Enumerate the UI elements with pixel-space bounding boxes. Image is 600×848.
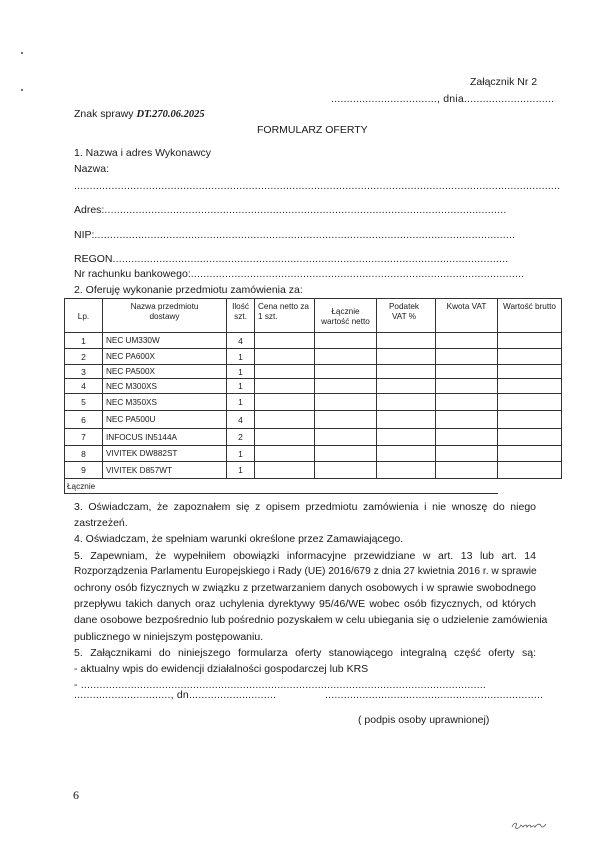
table-row xyxy=(65,429,562,446)
nip-label: NIP: xyxy=(74,229,95,241)
row-net-total-cell[interactable] xyxy=(315,446,377,462)
table-row xyxy=(65,333,562,349)
col-header-name: Nazwa przedmiotu dostawy xyxy=(103,299,227,333)
col-header-vat-rate: Podatek VAT % xyxy=(377,299,436,333)
row-unit-price-cell[interactable] xyxy=(255,349,315,365)
row-lp: 9 xyxy=(65,462,103,479)
row-item-name: VIVITEK D857WT xyxy=(103,462,227,479)
row-net-total-cell[interactable] xyxy=(315,429,377,446)
bank-row xyxy=(74,268,524,280)
table-header-row xyxy=(65,299,562,333)
contractor-section-heading: 1. Nazwa i adres Wykonawcy xyxy=(74,147,212,159)
regon-field[interactable]: ............................................................................................................................... xyxy=(112,253,509,265)
col-header-net-total: Łącznie wartość netto xyxy=(315,299,377,333)
row-vat-rate-cell[interactable] xyxy=(377,349,436,365)
row-item-name: VIVITEK DW882ST xyxy=(103,446,227,462)
row-vat-amount-cell[interactable] xyxy=(436,411,498,429)
row-quantity: 4 xyxy=(227,411,255,429)
row-unit-price-cell[interactable] xyxy=(255,429,315,446)
address-field[interactable]: ................................................................................................................................. xyxy=(104,204,507,216)
total-label: Łącznie xyxy=(65,479,498,494)
row-vat-amount-cell[interactable] xyxy=(436,379,498,394)
row-net-total-cell[interactable] xyxy=(315,349,377,365)
row-net-total-cell[interactable] xyxy=(315,462,377,479)
row-vat-rate-cell[interactable] xyxy=(377,379,436,394)
bank-account-label: Nr rachunku bankowego: xyxy=(74,268,191,280)
row-lp: 1 xyxy=(65,333,103,349)
row-vat-amount-cell[interactable] xyxy=(436,333,498,349)
address-label: Adres: xyxy=(74,204,105,216)
row-lp: 7 xyxy=(65,429,103,446)
col-header-unit-price: Cena netto za 1 szt. xyxy=(255,299,315,333)
row-gross-cell[interactable] xyxy=(498,446,562,462)
row-item-name: NEC M350XS xyxy=(103,394,227,411)
row-unit-price-cell[interactable] xyxy=(255,394,315,411)
row-unit-price-cell[interactable] xyxy=(255,333,315,349)
row-unit-price-cell[interactable] xyxy=(255,379,315,394)
margin-mark xyxy=(21,52,23,54)
offer-table xyxy=(64,298,562,494)
row-lp: 8 xyxy=(65,446,103,462)
row-vat-rate-cell[interactable] xyxy=(377,411,436,429)
signing-place-date-field[interactable]: ..............................., dn............................ xyxy=(74,689,277,701)
regon-label: REGON xyxy=(74,253,113,265)
declaration-5-line: publicznego w niniejszym postępowaniu. xyxy=(74,630,264,643)
row-gross-cell[interactable] xyxy=(498,462,562,479)
row-vat-rate-cell[interactable] xyxy=(377,429,436,446)
row-unit-price-cell[interactable] xyxy=(255,411,315,429)
table-row xyxy=(65,365,562,379)
col-header-lp: Lp. xyxy=(65,299,103,333)
declaration-5-line: Rozporządzenia Parlamentu Europejskiego i Rady (UE) 2016/679 z dnia 27 kwietnia 2016 r. w sprawie xyxy=(74,565,537,577)
declaration-3-line: 3. Oświadczam, że zapoznałem się z opisem przedmiotu zamówienia i nie wnoszę do niego xyxy=(74,501,536,513)
row-gross-cell[interactable] xyxy=(498,394,562,411)
signature-field[interactable]: ...................................................................... xyxy=(325,689,544,701)
row-lp: 6 xyxy=(65,411,103,429)
table-row xyxy=(65,462,562,479)
address-row xyxy=(74,204,506,216)
row-quantity: 1 xyxy=(227,394,255,411)
name-label: Nazwa: xyxy=(74,163,110,175)
form-title: FORMULARZ OFERTY xyxy=(257,124,368,136)
declaration-5-line: ochrony osób fizycznych w związku z przetwarzaniem danych osobowych i w sprawie swobodnego xyxy=(74,582,536,595)
row-unit-price-cell[interactable] xyxy=(255,365,315,379)
name-field[interactable]: ............................................................................................................................................................ xyxy=(74,180,561,192)
row-unit-price-cell[interactable] xyxy=(255,446,315,462)
row-net-total-cell[interactable] xyxy=(315,394,377,411)
row-gross-cell[interactable] xyxy=(498,349,562,365)
row-quantity: 4 xyxy=(227,333,255,349)
row-vat-rate-cell[interactable] xyxy=(377,365,436,379)
row-gross-cell[interactable] xyxy=(498,333,562,349)
table-row xyxy=(65,349,562,365)
row-net-total-cell[interactable] xyxy=(315,365,377,379)
row-gross-cell[interactable] xyxy=(498,365,562,379)
regon-row xyxy=(74,253,508,265)
case-number: DT.270.06.2025 xyxy=(136,109,205,120)
row-net-total-cell[interactable] xyxy=(315,333,377,349)
row-vat-amount-cell[interactable] xyxy=(436,349,498,365)
nip-row xyxy=(74,229,515,241)
bank-account-field[interactable]: ........................................................................................................... xyxy=(190,268,525,280)
case-label: Znak sprawy xyxy=(74,108,134,120)
row-lp: 4 xyxy=(65,379,103,394)
row-quantity: 1 xyxy=(227,379,255,394)
annex-label: Załącznik Nr 2 xyxy=(470,76,538,88)
table-row xyxy=(65,446,562,462)
total-row xyxy=(65,479,562,494)
row-vat-rate-cell[interactable] xyxy=(377,462,436,479)
row-net-total-cell[interactable] xyxy=(315,379,377,394)
table-row xyxy=(65,394,562,411)
attachment-item-field[interactable]: - .................................................................................................................................. xyxy=(74,679,487,692)
row-item-name: NEC PA600X xyxy=(103,349,227,365)
offer-section-heading: 2. Oferuję wykonanie przedmiotu zamówienia za: xyxy=(74,284,303,296)
handwritten-initials xyxy=(510,818,550,832)
row-quantity: 2 xyxy=(227,429,255,446)
row-vat-amount-cell[interactable] xyxy=(436,429,498,446)
row-vat-rate-cell[interactable] xyxy=(377,446,436,462)
row-quantity: 1 xyxy=(227,365,255,379)
margin-mark xyxy=(21,89,23,91)
declaration-3-line: zastrzeżeń. xyxy=(74,517,128,530)
row-gross-cell[interactable] xyxy=(498,411,562,429)
row-gross-cell[interactable] xyxy=(498,429,562,446)
page-number: 6 xyxy=(73,788,79,802)
col-header-gross: Wartość brutto xyxy=(498,299,562,333)
table-row xyxy=(65,379,562,394)
row-item-name: NEC PA500X xyxy=(103,365,227,379)
row-quantity: 1 xyxy=(227,349,255,365)
declaration-5-line: przepływu takich danych oraz uchylenia dyrektywy 95/46/WE wobec osób fizycznych, od których xyxy=(74,598,536,611)
declaration-3 xyxy=(74,499,548,693)
row-lp: 5 xyxy=(65,394,103,411)
row-quantity: 1 xyxy=(227,462,255,479)
row-lp: 3 xyxy=(65,365,103,379)
declaration-5-line: dane osobowe bezpośrednio lub pośrednio pozyskałem w celu ubiegania się o udzielenie zamówienia xyxy=(74,614,548,627)
row-vat-amount-cell[interactable] xyxy=(436,394,498,411)
attachment-item: - aktualny wpis do ewidencji działalności gospodarczej lub KRS xyxy=(74,663,369,676)
row-item-name: NEC M300XS xyxy=(103,379,227,394)
row-lp: 2 xyxy=(65,349,103,365)
total-gross-cell[interactable] xyxy=(498,479,562,494)
declaration-5-line: 5. Zapewniam, że wypełniłem obowiązki informacyjne przewidziane w art. 13 lub art. 14 xyxy=(74,549,536,562)
row-net-total-cell[interactable] xyxy=(315,411,377,429)
attachments-heading: 5. Załącznikami do niniejszego formularza oferty stanowiącego integralną część oferty są: xyxy=(74,646,536,659)
row-unit-price-cell[interactable] xyxy=(255,462,315,479)
declaration-4: 4. Oświadczam, że spełniam warunki określone przez Zamawiającego. xyxy=(74,533,404,546)
signature-caption: ( podpis osoby uprawnionej) xyxy=(358,714,490,726)
nip-field[interactable]: ....................................................................................................................................... xyxy=(94,229,516,241)
row-item-name: NEC PA500U xyxy=(103,411,227,429)
row-vat-amount-cell[interactable] xyxy=(436,365,498,379)
row-gross-cell[interactable] xyxy=(498,379,562,394)
col-header-qty: Ilość szt. xyxy=(227,299,255,333)
col-header-vat-amount: Kwota VAT xyxy=(436,299,498,333)
row-vat-amount-cell[interactable] xyxy=(436,462,498,479)
row-vat-rate-cell[interactable] xyxy=(377,333,436,349)
row-quantity: 1 xyxy=(227,446,255,462)
row-vat-amount-cell[interactable] xyxy=(436,446,498,462)
row-item-name: NEC UM330W xyxy=(103,333,227,349)
table-row xyxy=(65,411,562,429)
row-item-name: INFOCUS IN5144A xyxy=(103,429,227,446)
case-reference xyxy=(74,108,205,120)
row-vat-rate-cell[interactable] xyxy=(377,394,436,411)
place-date-field[interactable]: .................................., dnia............................. xyxy=(331,93,555,105)
